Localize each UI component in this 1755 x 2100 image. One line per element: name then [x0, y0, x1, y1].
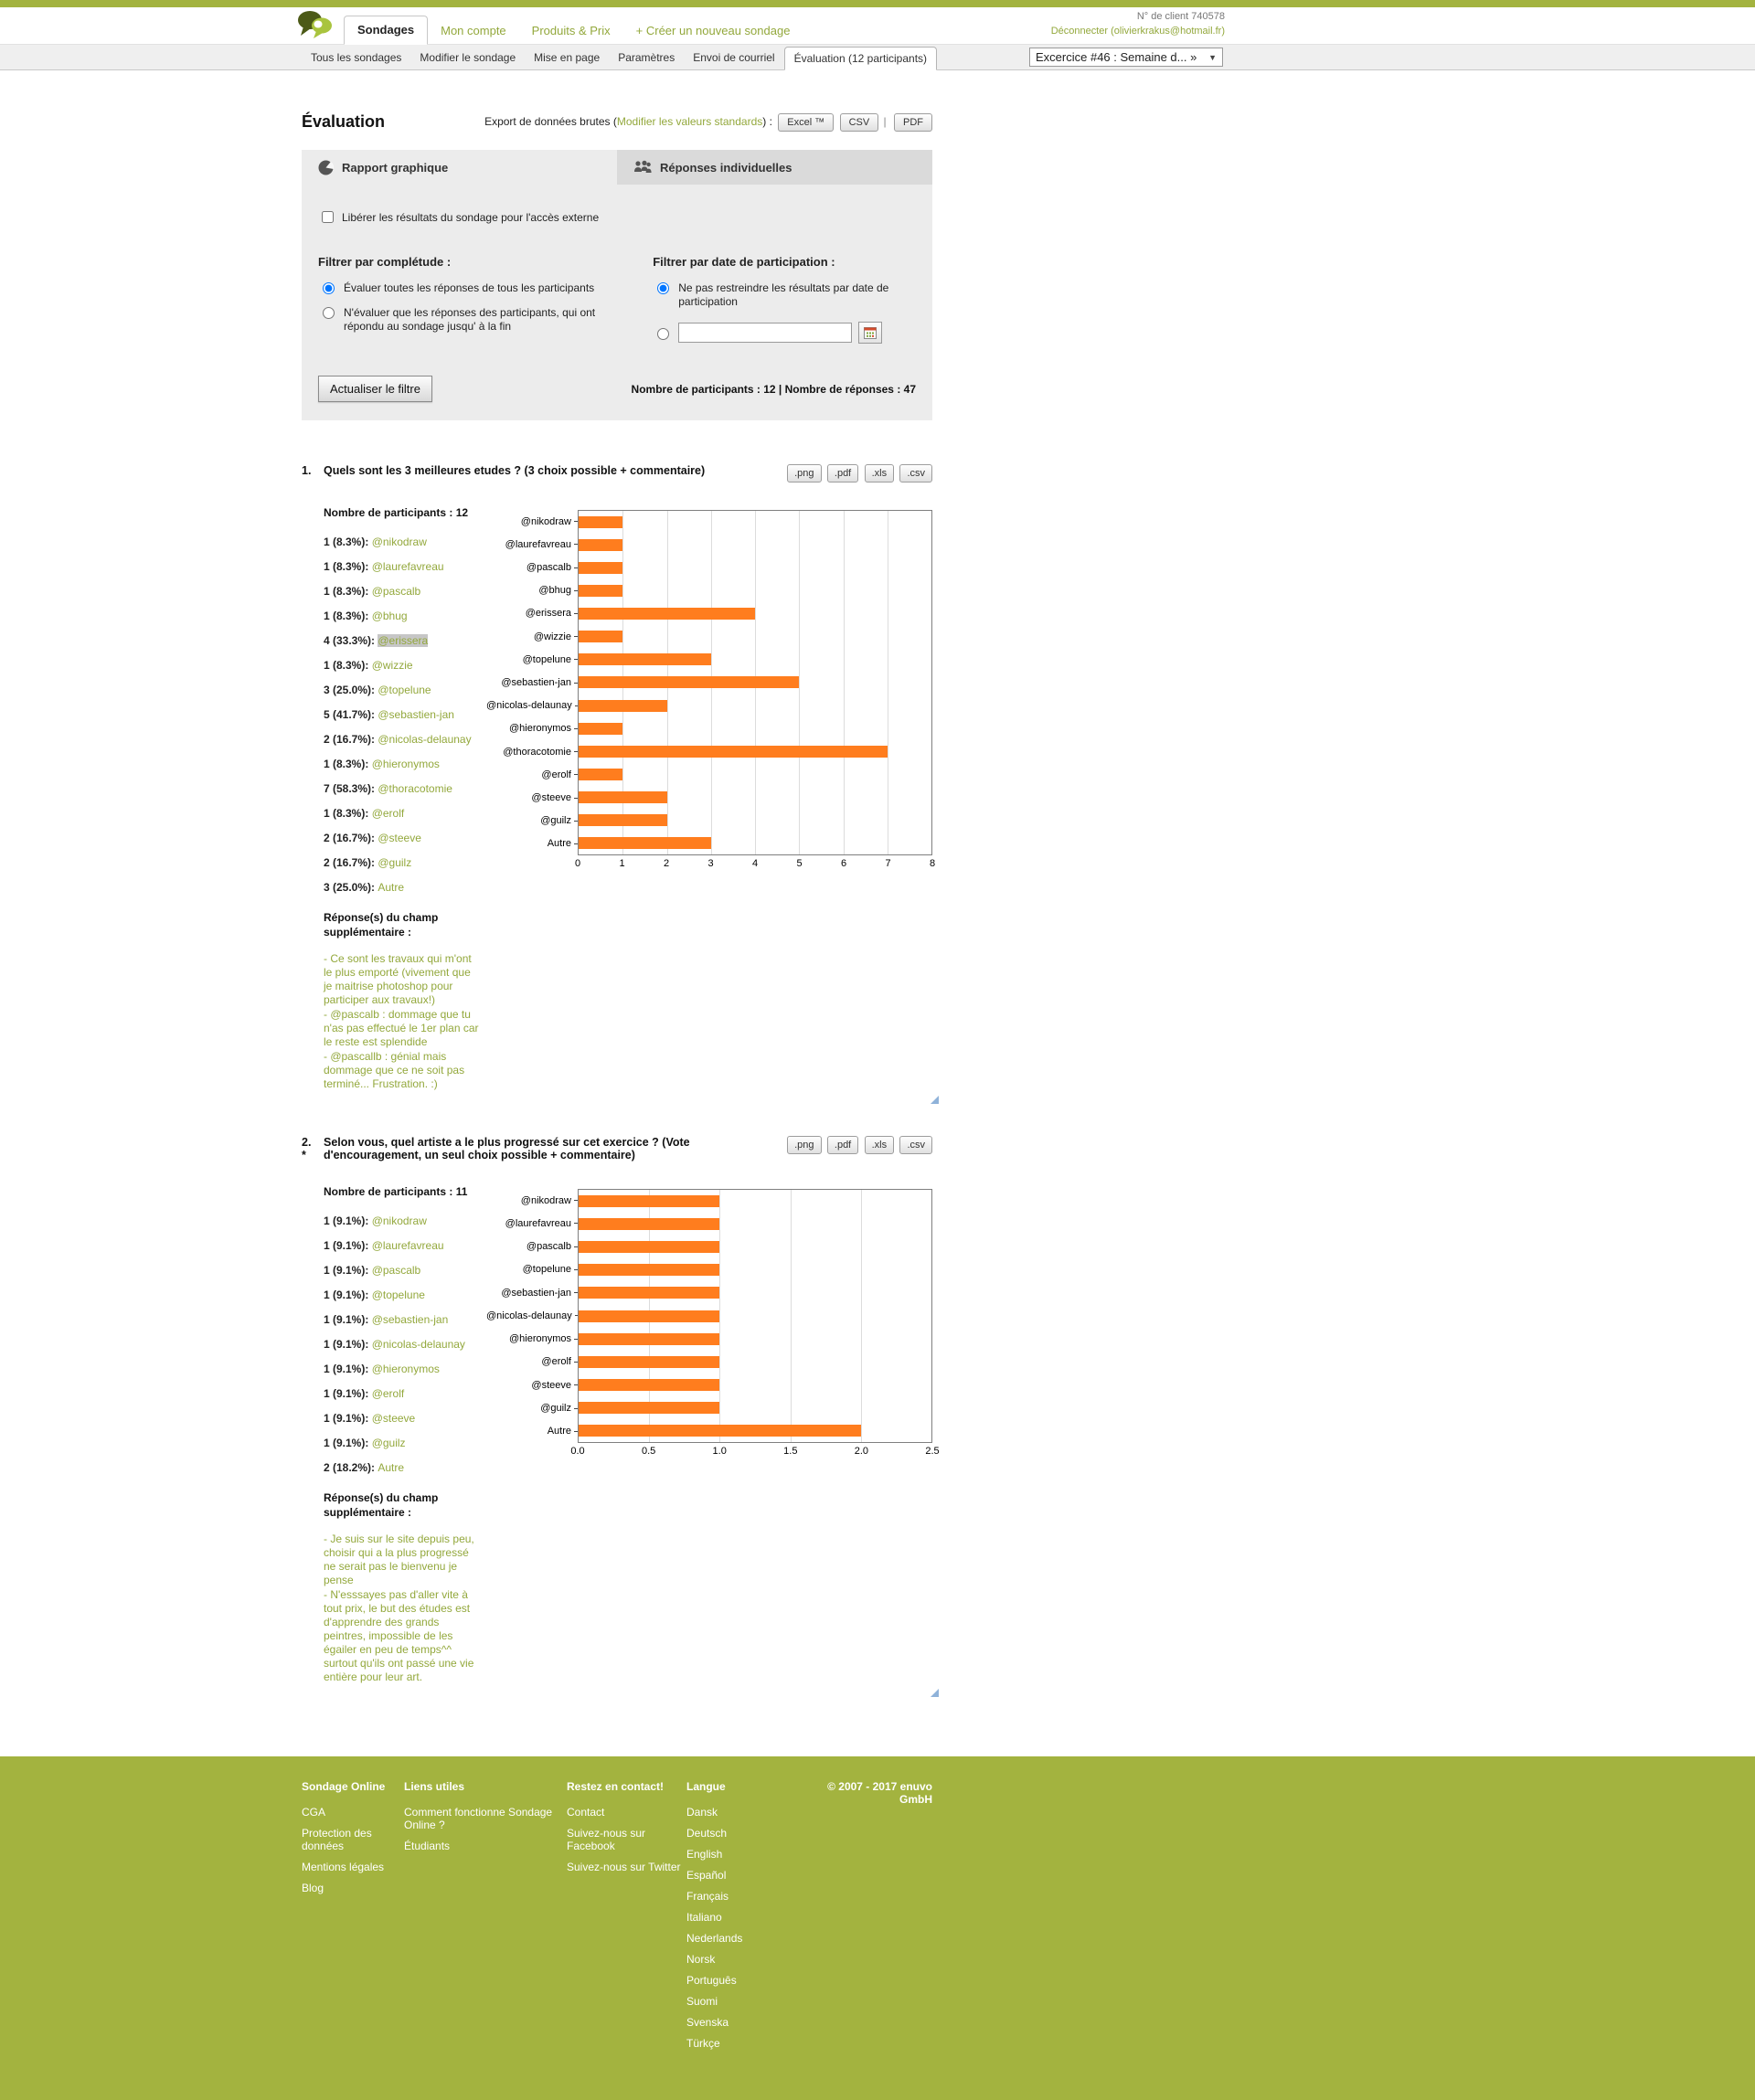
copyright: © 2007 - 2017 enuvo GmbH	[827, 1780, 932, 1806]
survey-select[interactable]	[1029, 48, 1223, 67]
comment: - N'esssayes pas d'aller vite à tout prix, le but des études est d'apprendre des grands peintres, impossible de les égailer en peu de temps^^ surtout qu'ils ont passé une vie entière pour leur art.	[324, 1588, 474, 1683]
footer-column-title: Liens utiles	[404, 1780, 465, 1793]
footer-lang-francais[interactable]: Français	[686, 1890, 729, 1903]
tab-graphic-report-label: Rapport graphique	[342, 160, 449, 175]
x-tick-label: 6	[840, 858, 847, 869]
answer-label-link[interactable]: Autre	[378, 1461, 405, 1474]
footer-link-facebook[interactable]: Suivez-nous sur Facebook	[567, 1827, 646, 1852]
comment-list	[324, 1533, 481, 1684]
comment: - Ce sont les travaux qui m'ont le plus emporté (vivement que je maitrise photoshop pour participer aux travaux!)	[324, 952, 472, 1006]
answer-row	[324, 1387, 481, 1400]
export-label-suffix: ) :	[762, 115, 776, 128]
answer-count: 3 (25.0%):	[324, 881, 378, 894]
export-csv-button[interactable]: .csv	[899, 1136, 932, 1154]
answer-label-link[interactable]: @topelune	[378, 684, 431, 696]
bar	[579, 653, 711, 665]
footer-column	[686, 1780, 824, 2058]
x-tick-label: 0.0	[570, 1446, 585, 1457]
bar	[579, 1287, 719, 1299]
bar	[579, 746, 888, 758]
answer-label-link[interactable]: @thoracotomie	[378, 782, 452, 795]
answer-count: 1 (8.3%):	[324, 536, 372, 548]
release-results-checkbox[interactable]	[322, 211, 334, 223]
question-export-buttons	[784, 1136, 932, 1154]
bar	[579, 1425, 861, 1437]
bar	[579, 1310, 719, 1322]
export-csv-button[interactable]: .csv	[899, 464, 932, 483]
bar-chart	[486, 1189, 940, 1685]
tab-individual-responses[interactable]	[617, 150, 932, 185]
answer-row	[324, 733, 481, 746]
answer-row	[324, 1461, 481, 1474]
y-tick-label: @thoracotomie	[486, 740, 578, 763]
answer-count: 2 (16.7%):	[324, 832, 378, 844]
x-tick-label: 1.0	[712, 1446, 727, 1457]
y-tick-label: Autre	[486, 1420, 578, 1443]
answer-count: 1 (8.3%):	[324, 807, 372, 820]
radio-evaluate-finished[interactable]	[323, 307, 335, 319]
y-tick-label: @steeve	[486, 1373, 578, 1396]
footer-lang-nederlands[interactable]: Nederlands	[686, 1932, 743, 1945]
bar	[579, 769, 622, 780]
filter-completeness-label: Filtrer par complétude :	[318, 255, 452, 269]
chart-y-labels	[486, 510, 578, 855]
footer-column-title: Sondage Online	[302, 1780, 386, 1793]
y-tick-label: @hieronymos	[486, 717, 578, 740]
filter-date-label: Filtrer par date de participation :	[653, 255, 835, 269]
radio-evaluate-all[interactable]	[323, 282, 335, 294]
answer-row	[324, 1313, 481, 1326]
answer-label-link[interactable]: @topelune	[371, 1289, 425, 1301]
bar	[579, 1241, 719, 1253]
pie-chart-icon	[318, 160, 334, 175]
answer-label-link[interactable]: @hieronymos	[371, 758, 440, 770]
answer-label-link[interactable]: @hieronymos	[371, 1363, 440, 1375]
y-tick-label: @guilz	[486, 1396, 578, 1419]
bar	[579, 1333, 719, 1345]
answer-row	[324, 1264, 481, 1277]
question-title: Quels sont les 3 meilleures etudes ? (3 choix possible + commentaire)	[324, 464, 706, 477]
tab-produits-prix[interactable]: Produits & Prix	[531, 24, 611, 37]
y-tick-label: @guilz	[486, 810, 578, 833]
radio-evaluate-all-label: Évaluer toutes les réponses de tous les participants	[344, 281, 595, 294]
answer-label-link[interactable]: @nicolas-delaunay	[371, 1338, 465, 1351]
answer-row	[324, 585, 481, 598]
export-png-button[interactable]: .png	[787, 1136, 821, 1154]
answer-label-link[interactable]: @sebastien-jan	[378, 708, 454, 721]
chart-plot-area	[578, 510, 932, 855]
answer-row	[324, 832, 481, 844]
answer-row	[324, 856, 481, 869]
y-tick-label: @wizzie	[486, 625, 578, 648]
answer-count: 4 (33.3%):	[324, 634, 378, 647]
comment: - Je suis sur le site depuis peu, choisir qui a la plus progressé ne serait pas le bienvenu je pense	[324, 1533, 474, 1586]
answer-row	[324, 610, 481, 622]
y-tick-label: @laurefavreau	[486, 1212, 578, 1235]
answer-label-link[interactable]: @bhug	[371, 610, 408, 622]
answer-label-link[interactable]: @laurefavreau	[371, 560, 444, 573]
y-tick-label: Autre	[486, 833, 578, 855]
x-tick-label: 2.5	[925, 1446, 940, 1457]
answer-label-link[interactable]: @nikodraw	[371, 536, 427, 548]
answer-label-link[interactable]: @guilz	[378, 856, 412, 869]
bar	[579, 585, 622, 597]
y-tick-label: @nikodraw	[486, 510, 578, 533]
answer-list	[324, 1214, 481, 1474]
answer-row	[324, 1239, 481, 1252]
export-excel-button[interactable]: Excel ™	[778, 113, 834, 132]
answer-count: 2 (16.7%):	[324, 856, 378, 869]
bar	[579, 1356, 719, 1368]
bar	[579, 608, 755, 620]
tab-graphic-report[interactable]	[302, 150, 617, 185]
question-export-buttons	[784, 464, 932, 483]
export-separator: |	[883, 115, 887, 128]
answer-row	[324, 881, 481, 894]
export-pdf-button[interactable]: .pdf	[827, 1136, 858, 1154]
comment: - @pascalb : dommage que tu n'as pas effectué le 1er plan car le reste est splendide	[324, 1008, 479, 1048]
answer-count: 1 (9.1%):	[324, 1313, 372, 1326]
x-tick-label: 5	[796, 858, 803, 869]
y-tick-label: @laurefavreau	[486, 533, 578, 556]
tab-sondages[interactable]: Sondages	[344, 16, 428, 45]
radio-evaluate-finished-label: N'évaluer que les réponses des participants, qui ont répondu au sondage jusqu' à la fin	[344, 306, 596, 333]
y-tick-label: @nikodraw	[486, 1189, 578, 1212]
subnav-tous-les-sondages[interactable]: Tous les sondages	[311, 50, 402, 64]
answer-label-link[interactable]: @nicolas-delaunay	[378, 733, 472, 746]
answer-count: 1 (9.1%):	[324, 1363, 372, 1375]
answer-label-link[interactable]: @laurefavreau	[371, 1239, 444, 1252]
chart-resize-handle[interactable]	[931, 1094, 939, 1107]
chart-y-labels	[486, 1189, 578, 1443]
bar	[579, 1379, 719, 1391]
answer-row	[324, 536, 481, 548]
footer-column-title: Restez en contact!	[567, 1780, 665, 1793]
answer-row	[324, 1214, 481, 1227]
question-2	[302, 1136, 940, 1685]
y-tick-label: @erolf	[486, 1351, 578, 1373]
answer-count: 1 (8.3%):	[324, 610, 372, 622]
answer-count: 1 (8.3%):	[324, 585, 372, 598]
footer-lang-espanol[interactable]: Español	[686, 1869, 727, 1882]
answer-count: 1 (9.1%):	[324, 1214, 372, 1227]
bar	[579, 676, 799, 688]
footer-lang-deutsch[interactable]: Deutsch	[686, 1827, 728, 1840]
answer-count: 1 (9.1%):	[324, 1239, 372, 1252]
answer-label-link[interactable]: @erolf	[371, 807, 405, 820]
main-content	[302, 112, 940, 1685]
x-tick-label: 4	[751, 858, 759, 869]
y-tick-label: @pascalb	[486, 556, 578, 578]
footer-column-title: Langue	[686, 1780, 726, 1793]
export-pdf-button[interactable]: .pdf	[827, 464, 858, 483]
export-pdf-button[interactable]: PDF	[894, 113, 932, 132]
tab-mon-compte[interactable]: Mon compte	[441, 24, 506, 37]
radio-no-date-restrict[interactable]	[657, 282, 669, 294]
bar	[579, 1264, 719, 1276]
participants-count: Nombre de participants : 11	[324, 1185, 468, 1198]
subnav-modifier-le-sondage[interactable]: Modifier le sondage	[420, 50, 516, 64]
top-accent-bar	[0, 0, 1755, 7]
release-results-label: Libérer les résultats du sondage pour l'accès externe	[342, 210, 600, 224]
chart-resize-handle[interactable]	[931, 1687, 939, 1700]
bar	[579, 562, 622, 574]
answer-count: 3 (25.0%):	[324, 684, 378, 696]
y-tick-label: @sebastien-jan	[486, 671, 578, 694]
calendar-icon	[864, 326, 877, 339]
answer-row	[324, 659, 481, 672]
evaluation-panel	[302, 150, 932, 420]
footer-lang-dansk[interactable]: Dansk	[686, 1806, 718, 1819]
supplement-label: Réponse(s) du champ supplémentaire :	[324, 911, 439, 939]
header	[0, 7, 1755, 44]
footer-link-cga[interactable]: CGA	[302, 1806, 326, 1819]
supplement-label: Réponse(s) du champ supplémentaire :	[324, 1491, 439, 1519]
answer-label-link[interactable]: @erolf	[371, 1387, 405, 1400]
y-tick-label: @bhug	[486, 579, 578, 602]
bar	[579, 1218, 719, 1230]
y-tick-label: @topelune	[486, 648, 578, 671]
bar	[579, 539, 622, 551]
chevron-down-icon: ▼	[1208, 52, 1217, 62]
calendar-button[interactable]	[858, 322, 882, 344]
y-tick-label: @topelune	[486, 1258, 578, 1281]
export-png-button[interactable]: .png	[787, 464, 821, 483]
footer	[0, 1756, 1755, 2100]
answer-count: 1 (9.1%):	[324, 1387, 372, 1400]
client-number: N° de client 740578	[1136, 11, 1225, 22]
question-title: Selon vous, quel artiste a le plus progressé sur cet exercice ? (Vote d'encouragement, un seul choix possible + commentaire)	[324, 1136, 690, 1161]
y-tick-label: @sebastien-jan	[486, 1281, 578, 1304]
footer-link-etudiants[interactable]: Étudiants	[404, 1840, 451, 1852]
bar	[579, 700, 667, 712]
participants-count: Nombre de participants : 12	[324, 506, 469, 519]
tab-creer-sondage[interactable]: + Créer un nouveau sondage	[635, 24, 791, 37]
footer-lang-turkce[interactable]: Türkçe	[686, 2037, 720, 2050]
bar	[579, 814, 667, 826]
bar	[579, 1402, 719, 1414]
export-xls-button[interactable]: .xls	[865, 464, 895, 483]
answer-label-link[interactable]: Autre	[378, 881, 405, 894]
answer-label-link[interactable]: @pascalb	[371, 1264, 421, 1277]
footer-link-comment-fonctionne[interactable]: Comment fonctionne Sondage Online ?	[404, 1806, 553, 1831]
footer-lang-norsk[interactable]: Norsk	[686, 1953, 716, 1966]
answer-label-link[interactable]: @guilz	[371, 1437, 406, 1449]
answer-row	[324, 1338, 481, 1351]
answer-count: 1 (9.1%):	[324, 1437, 372, 1449]
y-tick-label: @erolf	[486, 763, 578, 786]
footer-lang-english[interactable]: English	[686, 1848, 723, 1861]
x-tick-label: 0.5	[641, 1446, 656, 1457]
update-filter-button[interactable]: Actualiser le filtre	[318, 376, 432, 402]
answer-count: 2 (16.7%):	[324, 733, 378, 746]
answer-label-link[interactable]: @pascalb	[371, 585, 421, 598]
answer-count: 2 (18.2%):	[324, 1461, 378, 1474]
bar	[579, 1195, 719, 1207]
chart-plot-area	[578, 1189, 932, 1443]
x-tick-label: 3	[707, 858, 714, 869]
footer-lang-portugues[interactable]: Português	[686, 1974, 737, 1987]
answer-label-link[interactable]: @nikodraw	[371, 1214, 427, 1227]
footer-link-twitter[interactable]: Suivez-nous sur Twitter	[567, 1861, 681, 1873]
subnav-mise-en-page[interactable]: Mise en page	[534, 50, 601, 64]
participation-counts: Nombre de participants : 12 | Nombre de réponses : 47	[631, 382, 916, 396]
answer-count: 1 (9.1%):	[324, 1338, 372, 1351]
radio-no-date-restrict-label: Ne pas restreindre les résultats par date de participation	[678, 281, 889, 308]
answer-count: 7 (58.3%):	[324, 782, 378, 795]
answer-row	[324, 634, 481, 647]
bar-chart	[486, 510, 936, 1092]
answer-row	[324, 560, 481, 573]
footer-link-blog[interactable]: Blog	[302, 1882, 324, 1894]
footer-lang-italiano[interactable]: Italiano	[686, 1911, 722, 1924]
bar	[579, 837, 711, 849]
answer-row	[324, 1363, 481, 1375]
answer-row	[324, 1289, 481, 1301]
answer-row	[324, 758, 481, 770]
x-tick-label: 7	[885, 858, 891, 869]
bar	[579, 791, 667, 803]
footer-link-mentions-legales[interactable]: Mentions légales	[302, 1861, 385, 1873]
answer-row	[324, 708, 481, 721]
subnav	[302, 45, 1225, 69]
answer-row	[324, 684, 481, 696]
footer-column	[302, 1780, 404, 2058]
answer-row	[324, 1437, 481, 1449]
answer-label-link[interactable]: @steeve	[378, 832, 421, 844]
answer-label-link[interactable]: @erissera	[378, 634, 429, 647]
comment: - @pascallb : génial mais dommage que ce ne soit pas terminé... Frustration. :)	[324, 1050, 465, 1090]
tab-individual-responses-label: Réponses individuelles	[660, 160, 792, 175]
answer-count: 1 (8.3%):	[324, 659, 372, 672]
question-1	[302, 464, 936, 1092]
survey-select-value: Excercice #46 : Semaine d... »	[1036, 50, 1197, 64]
question-number: 1.	[302, 464, 312, 477]
answer-count: 1 (8.3%):	[324, 758, 372, 770]
footer-link-protection-donnees[interactable]: Protection des données	[302, 1827, 372, 1852]
question-number: 2. *	[302, 1136, 324, 1161]
answer-row	[324, 807, 481, 820]
answer-count: 5 (41.7%):	[324, 708, 378, 721]
y-tick-label: @erissera	[486, 602, 578, 625]
x-tick-label: 1	[619, 858, 625, 869]
subnav-bar	[0, 44, 1755, 70]
x-tick-label: 1.5	[783, 1446, 798, 1457]
answer-count: 1 (9.1%):	[324, 1264, 372, 1277]
answer-row	[324, 782, 481, 795]
footer-lang-svenska[interactable]: Svenska	[686, 2016, 729, 2029]
answer-list	[324, 536, 481, 894]
y-tick-label: @nicolas-delaunay	[486, 1304, 578, 1327]
footer-link-contact[interactable]: Contact	[567, 1806, 605, 1819]
footer-column	[567, 1780, 686, 2058]
answer-label-link[interactable]: @sebastien-jan	[371, 1313, 449, 1326]
x-tick-label: 2	[663, 858, 670, 869]
radio-date-range[interactable]	[657, 328, 669, 340]
main-nav	[344, 16, 803, 45]
answer-count: 1 (8.3%):	[324, 560, 372, 573]
date-input[interactable]	[678, 323, 852, 343]
footer-lang-suomi[interactable]: Suomi	[686, 1995, 718, 2008]
subnav-envoi-de-courriel[interactable]: Envoi de courriel	[693, 50, 775, 64]
answer-row	[324, 1412, 481, 1425]
subnav-evaluation[interactable]: Évaluation (12 participants)	[784, 47, 937, 70]
export-label: Export de données brutes (	[484, 115, 617, 128]
logout-link[interactable]: Déconnecter (olivierkrakus@hotmail.fr)	[1050, 26, 1225, 37]
required-asterisk: *	[302, 1149, 306, 1161]
logo[interactable]	[294, 9, 335, 43]
answer-count: 1 (9.1%):	[324, 1412, 372, 1425]
y-tick-label: @hieronymos	[486, 1328, 578, 1351]
x-tick-label: 0	[574, 858, 581, 869]
modify-standards-link[interactable]: Modifier les valeurs standards	[616, 115, 763, 128]
export-xls-button[interactable]: .xls	[865, 1136, 895, 1154]
export-row	[484, 113, 932, 132]
chart-x-axis	[574, 855, 936, 872]
bar	[579, 631, 622, 642]
x-tick-label: 8	[929, 858, 936, 869]
bar	[579, 516, 622, 528]
export-csv-button[interactable]: CSV	[840, 113, 879, 132]
speech-bubbles-logo-icon	[294, 9, 335, 40]
comment-list	[324, 952, 481, 1091]
page-title: Évaluation	[302, 112, 386, 131]
y-tick-label: @nicolas-delaunay	[486, 695, 578, 717]
answer-label-link[interactable]: @steeve	[371, 1412, 416, 1425]
chart-x-axis	[570, 1443, 940, 1459]
x-tick-label: 2.0	[854, 1446, 869, 1457]
answer-label-link[interactable]: @wizzie	[371, 659, 413, 672]
y-tick-label: @pascalb	[486, 1236, 578, 1258]
people-icon	[633, 160, 652, 175]
bar	[579, 723, 622, 735]
answer-count: 1 (9.1%):	[324, 1289, 372, 1301]
y-tick-label: @steeve	[486, 786, 578, 809]
footer-columns	[302, 1780, 932, 2058]
subnav-parametres[interactable]: Paramètres	[618, 50, 675, 64]
footer-column	[404, 1780, 567, 2058]
